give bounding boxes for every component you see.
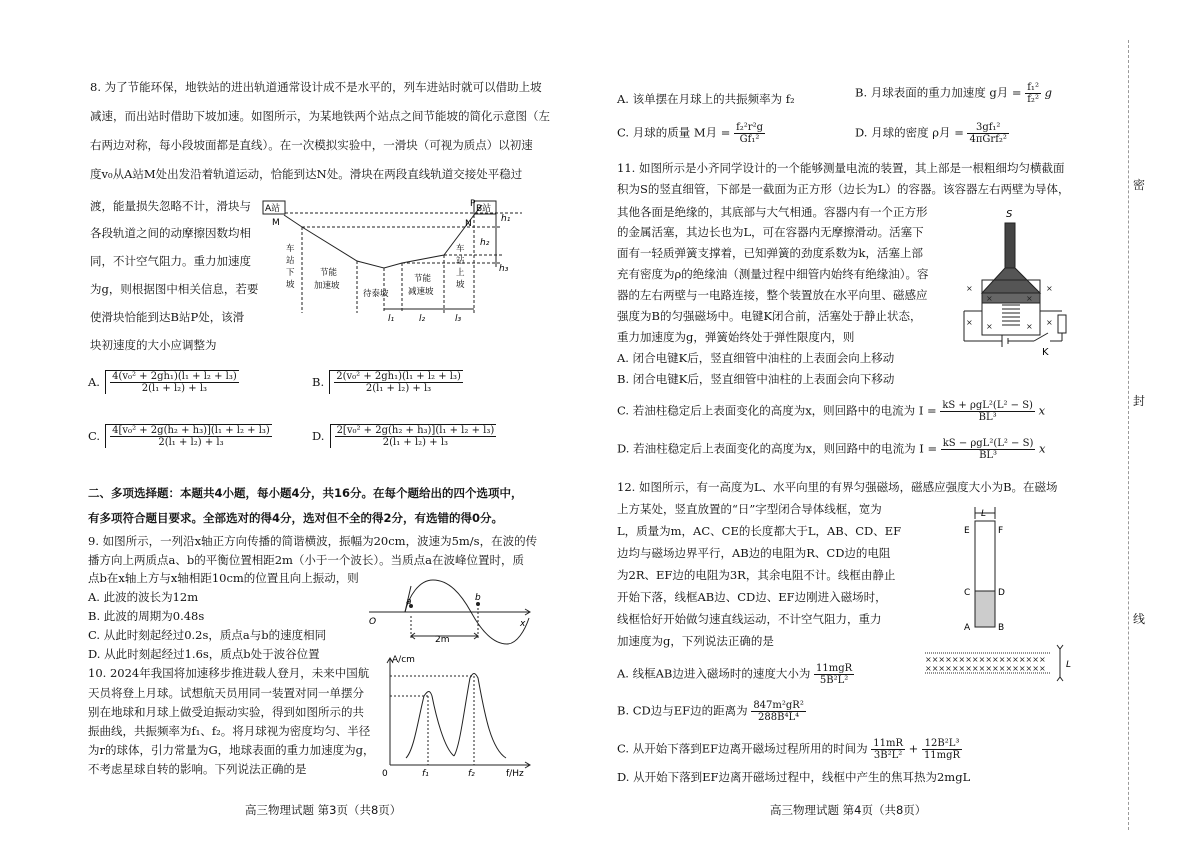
svg-text:节能: 节能: [320, 268, 338, 278]
q11-line: 面有一轻质弹簧支撑着，已知弹簧的劲度系数为k，活塞上部: [617, 246, 923, 260]
q11-option-b: B. 闭合电键K后，竖直细管中油柱的上表面会向下移动: [617, 372, 895, 386]
q11-line: 强度为B的匀强磁场中。电键K闭合前，活塞处于静止状态，: [617, 309, 922, 323]
energy-decel-label: [408, 273, 434, 297]
q12-line: 上方某处，竖直放置的“日”字型闭合导体线框，宽为: [617, 502, 882, 516]
width-l-label: L: [981, 509, 987, 519]
q11-line: 的金属活塞，其边长也为L，可在容器内无摩擦滑动。活塞下: [617, 225, 924, 239]
svg-text:坡: 坡: [456, 280, 465, 290]
margin-seal-char: 密: [1133, 178, 1146, 192]
q10-line: 10. 2024年我国将加速移步推进载人登月，未来中国航: [88, 666, 370, 680]
q12-line: 加速度为g，下列说法正确的是: [617, 634, 774, 648]
q10-option-a: A. 该单摆在月球上的共振频率为 f₂: [617, 92, 795, 106]
point-e-label: E: [964, 526, 970, 536]
station-a-label: A站: [265, 204, 281, 214]
q9-line: 点b在x轴上方与x轴相距10cm的位置且向上振动，则: [88, 571, 359, 585]
svg-text:×: ×: [986, 294, 993, 303]
q10-option-b: B. 月球表面的重力加速度 g月 = $\frac{\text{f₁²}}{\text{f₂²}}$ g: [855, 82, 1052, 105]
svg-text:×: ×: [966, 318, 973, 327]
svg-text:加速坡: 加速坡: [314, 281, 340, 291]
page-footer: 高三物理试题 第3页（共8页）: [245, 803, 402, 817]
page-footer: 高三物理试题 第4页（共8页）: [770, 803, 927, 817]
q12-line: 12. 如图所示，有一高度为L、水平向里的有界匀强磁场，磁感应强度大小为B。在磁场: [617, 480, 1058, 494]
f2-label: f₂: [468, 769, 475, 779]
svg-text:下: 下: [286, 268, 295, 278]
svg-text:站: 站: [286, 256, 295, 266]
q11-option-c: C. 若油柱稳定后上表面变化的高度为x，则回路中的电流为 I = $\frac{\text{kS + ρgL²(L² − S)}}{\text{BL³}}$ x: [617, 400, 1046, 423]
q8-line: 渡，能量损失忽略不计，滑块与: [90, 199, 251, 213]
energy-slope-figure: [262, 193, 534, 323]
energy-accel-label: [314, 267, 340, 291]
q8-option-c: C. $\frac{\text{4[v₀² + 2g(h₂ + h₃)](l₁ + l₂ + l₃)}}{\text{2(l₁ + l₂) + l₃}}$: [88, 425, 270, 448]
point-m-label: M: [272, 218, 280, 228]
q11-option-a: A. 闭合电键K后，竖直细管中油柱的上表面会向上移动: [617, 351, 895, 365]
frame-magnetic-field-figure: [920, 505, 1100, 695]
wave-figure: [365, 574, 535, 654]
q11-line: 器的左右两壁与一电路连接，整个装置放在水平向里、磁感应: [617, 288, 928, 302]
q9-option: D. 从此时刻起经过1.6s，质点b处于波谷位置: [88, 647, 320, 661]
point-a-label: A: [964, 623, 971, 633]
q8-option-d: D. $\frac{\text{2[v₀² + 2g(h₂ + h₃)](l₁ + l₂ + l₃)}}{\text{2(l₁ + l₂) + l₃}}$: [312, 425, 495, 448]
svg-text:×: ×: [1046, 318, 1053, 327]
q8-line: 减速，而出站时借助下坡加速。如图所示，为某地铁两个站点之间节能坡的简化示意图（左: [90, 109, 550, 123]
q12-option-c: C. 从开始下落到EF边离开磁场过程所用的时间为 $\frac{11mR}{\text{3B²L²}}$ + $\frac{\text{12B²L³}}{\text{11mgR}}$: [617, 738, 961, 761]
svg-text:节能: 节能: [414, 274, 432, 284]
svg-text:车: 车: [286, 244, 295, 254]
wait-slope-label: 待泰坡: [363, 289, 389, 299]
origin-label: 0: [382, 769, 388, 779]
q10-line: 为r的球体，引力常量为G，地球表面的重力加速度为g，: [88, 743, 375, 757]
station-upslope-label: [456, 243, 465, 290]
svg-text:×: ×: [1026, 322, 1033, 331]
q8-line: 同，不计空气阻力。重力加速度: [90, 254, 251, 268]
point-p-label: P: [470, 199, 476, 209]
station-b-label: B站: [476, 204, 492, 214]
svg-text:车: 车: [456, 244, 465, 254]
q12-option-d: D. 从开始下落到EF边离开磁场过程中，线框中产生的焦耳热为2mgL: [617, 770, 971, 784]
tube-s-label: S: [1006, 209, 1013, 220]
point-f-label: F: [998, 526, 1004, 536]
q9-line: 播方向上两质点a、b的平衡位置相距2m（小于一个波长）。当质点a在波峰位置时，质: [88, 553, 525, 567]
q10-line: 振曲线，共振频率为f₁、f₂。将月球视为密度均匀、半径: [88, 724, 371, 738]
point-c-label: C: [964, 588, 971, 598]
f1-label: f₁: [422, 769, 429, 779]
q12-line: 线框恰好开始做匀速直线运动，不计空气阻力，重力: [617, 612, 882, 626]
q8-line: 8. 为了节能环保，地铁站的进出轨道通常设计成不是水平的，列车进站时就可以借助上坡: [90, 80, 542, 94]
switch-k-label: K: [1042, 347, 1049, 355]
svg-text:减速坡: 减速坡: [408, 287, 434, 297]
q11-line: 重力加速度为g，弹簧始终处于弹性限度内，则: [617, 330, 855, 344]
station-downslope-label: [286, 243, 295, 290]
q10-line: 别在地球和月球上做受迫振动实验，得到如图所示的共: [88, 705, 364, 719]
point-d-label: D: [998, 588, 1005, 598]
svg-text:×: ×: [1046, 284, 1053, 293]
distance-label: 2m: [435, 635, 450, 645]
l3-label: l₃: [455, 314, 462, 323]
q9-line: 9. 如图所示，一列沿x轴正方向传播的简谐横波，振幅为20cm，波速为5m/s，在波的传: [88, 534, 538, 548]
svg-text:上: 上: [456, 268, 465, 278]
section-2-heading: 二、多项选择题：本题共4小题，每小题4分，共16分。在每个题给出的四个选项中，: [88, 486, 523, 500]
x-axis-label: x: [520, 619, 526, 629]
q8-option-a: A. $\frac{\text{4(v₀² + 2gh₁)(l₁ + l₂ + l₃)}}{\text{2(l₁ + l₂) + l₃}}$: [88, 371, 237, 394]
svg-text:××××××××××××××××××: ××××××××××××××××××: [925, 655, 1046, 664]
l2-label: l₂: [419, 314, 426, 323]
l1-label: l₁: [388, 314, 395, 323]
point-b-label: b: [475, 593, 481, 603]
q12-line: 开始下落，线框AB边、CD边、EF边刚进入磁场时，: [617, 590, 887, 604]
h1-label: h₁: [501, 214, 511, 224]
current-meter-figure: [962, 205, 1082, 355]
q11-line: 11. 如图所示是小齐同学设计的一个能够测量电流的装置，其上部是一根粗细均匀横截面: [617, 161, 1065, 175]
q12-option-b: B. CD边与EF边的距离为 $\frac{\text{847m²gR²}}{\text{288B⁴L⁴}}$: [617, 700, 804, 723]
q12-line: 边均与磁场边界平行，AB边的电阻为R、CD边的电阻: [617, 546, 891, 560]
q11-line: 积为S的竖直细管，下部是一截面为正方形（边长为L）的容器。该容器左右两壁为导体，: [617, 182, 1070, 196]
q8-line: 各段轨道之间的动摩擦因数均相: [90, 226, 251, 240]
q11-line: 充有密度为ρ的绝缘油（测量过程中细管内始终有绝缘油）。容: [617, 267, 929, 281]
q10-line: 不考虑星球自转的影响。下列说法正确的是: [88, 762, 307, 776]
h3-label: h₃: [499, 264, 509, 274]
q8-line: 右两边对称，每小段坡面都是直线）。在一次模拟实验中，一滑块（可视为质点）以初速: [90, 138, 533, 152]
svg-text:站: 站: [456, 256, 465, 266]
q8-line: 度v₀从A站M处出发沿着轨道运动，恰能到达N处。滑块在两段直线轨道交接处平稳过: [90, 167, 523, 181]
svg-text:×: ×: [1026, 294, 1033, 303]
q10-option-c: C. 月球的质量 M月 = $\frac{\text{f₂²r²g}}{\text{Gf₁²}}$: [617, 122, 763, 145]
q9-option: A. 此波的波长为12m: [88, 590, 199, 604]
origin-label: O: [369, 617, 377, 627]
q8-line: 使滑块恰能到达B站P处，该滑: [90, 310, 245, 324]
q11-option-d: D. 若油柱稳定后上表面变化的高度为x，则回路中的电流为 I = $\frac{\text{kS − ρgL²(L² − S)}}{\text{BL³}}$ x: [617, 438, 1046, 461]
svg-text:坡: 坡: [286, 280, 295, 290]
field-height-label: L: [1066, 660, 1072, 670]
q12-option-a: A. 线框AB边进入磁场时的速度大小为 $\frac{\text{11mgR}}{\text{5B²L²}}$: [617, 663, 853, 686]
margin-seal-char: 线: [1133, 612, 1146, 626]
point-b-label: B: [998, 623, 1005, 633]
svg-text:×: ×: [966, 284, 973, 293]
point-n-label: N: [465, 219, 472, 229]
svg-text:××××××××××××××××××: ××××××××××××××××××: [925, 664, 1046, 673]
q8-line: 块初速度的大小应调整为: [90, 338, 217, 352]
q8-option-b: B. $\frac{\text{2(v₀² + 2gh₁)(l₁ + l₂ + l₃)}}{\text{2(l₁ + l₂) + l₃}}$: [312, 371, 461, 394]
x-axis-label: f/Hz: [506, 769, 524, 779]
q8-line: 为g，则根据图中相关信息，若要: [90, 282, 259, 296]
q12-line: 为2R、EF边的电阻为3R，其余电阻不计。线框由静止: [617, 568, 896, 582]
h2-label: h₂: [480, 238, 490, 248]
svg-text:×: ×: [986, 322, 993, 331]
section-2-heading: 有多项符合题目要求。全部选对的得4分，选对但不全的得2分，有选错的得0分。: [88, 511, 504, 525]
q10-line: 天员将登上月球。试想航天员用同一装置对同一单摆分: [88, 686, 364, 700]
point-a-label: a: [406, 597, 412, 607]
q9-option: C. 从此时刻起经过0.2s，质点a与b的速度相同: [88, 628, 327, 642]
q9-option: B. 此波的周期为0.48s: [88, 609, 205, 623]
q12-line: L，质量为m，AC、CE的长度都大于L，AB、CD、EF: [617, 524, 902, 538]
margin-seal-char: 封: [1133, 394, 1146, 408]
q11-line: 其他各面是绝缘的，其底部与大气相通。容器内有一个正方形: [617, 205, 928, 219]
y-axis-label: A/cm: [392, 655, 415, 665]
resonance-curve-figure: [370, 650, 540, 780]
q10-option-d: D. 月球的密度 ρ月 = $\frac{\text{3gf₁²}}{\text{4πGrf₂²}}$: [855, 122, 1007, 145]
